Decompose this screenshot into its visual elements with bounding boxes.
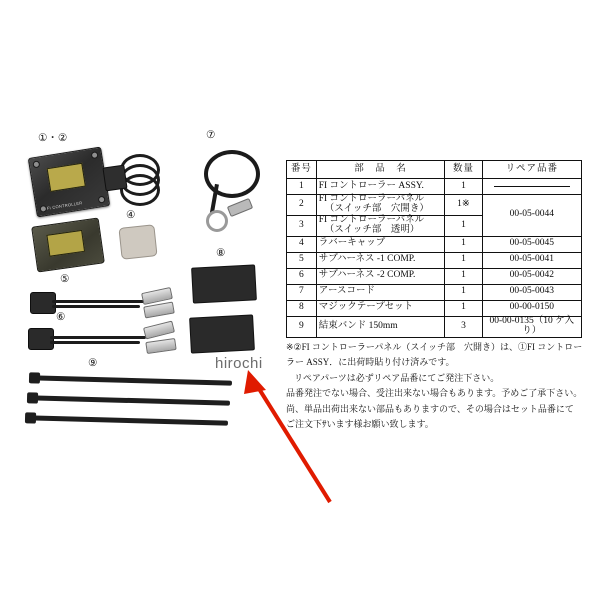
callout-4: ④ xyxy=(126,209,136,221)
cell-name-line2: （スイッチ部 透明） xyxy=(324,224,420,235)
connector-plug xyxy=(102,165,127,192)
cell-qty: 1 xyxy=(445,300,482,316)
notes-block xyxy=(286,340,586,433)
screw-icon xyxy=(91,151,99,159)
cord-loop xyxy=(204,150,260,198)
callout-5: ⑤ xyxy=(60,273,70,285)
cell-no: 8 xyxy=(287,300,317,316)
callout-8: ⑧ xyxy=(216,247,226,259)
harness-connector xyxy=(30,292,56,314)
harness-connector xyxy=(28,328,54,350)
sub-harness-1 xyxy=(30,290,190,316)
cell-no: 7 xyxy=(287,284,317,300)
callout-6: ⑥ xyxy=(56,311,66,323)
cell-qty: 1 xyxy=(445,284,482,300)
earth-cord xyxy=(198,148,264,234)
cell-no: 5 xyxy=(287,252,317,268)
harness-wire xyxy=(50,336,146,339)
cell-qty: 1※ xyxy=(445,195,482,216)
cell-name: マジックテープセット xyxy=(316,300,445,316)
cell-no: 4 xyxy=(287,236,317,252)
cell-repair: 00-05-0043 xyxy=(482,284,581,300)
rubber-cap xyxy=(118,224,157,260)
cable-tie-head xyxy=(25,412,36,423)
harness-wire xyxy=(52,300,144,303)
col-header-no: 番号 xyxy=(287,161,317,179)
velcro-pad xyxy=(189,314,255,353)
cord-ferrule xyxy=(227,198,253,217)
cell-qty: 1 xyxy=(445,236,482,252)
harness-wire xyxy=(52,305,140,308)
table-row xyxy=(287,284,582,300)
cell-name: サブハーネス -2 COMP. xyxy=(316,268,445,284)
cell-repair: 00-00-0150 xyxy=(482,300,581,316)
cable-tie-head xyxy=(29,372,40,383)
note-line: ※②FI コントローラーパネル（スイッチ部 穴開き）は、①FI コントロー xyxy=(286,342,583,352)
cell-no: 3 xyxy=(287,215,317,236)
cell-name-line1: FI コントローラーパネル xyxy=(318,214,425,225)
col-header-qty: 数量 xyxy=(445,161,482,179)
col-header-repair: リペア品番 xyxy=(482,161,581,179)
note-line: ラー ASSY．に出荷時貼り付け済みです。 xyxy=(286,357,455,368)
note-line: 品番発注でない場合、受注出来ない場合もあります。予めご了承下さい。 xyxy=(286,388,583,399)
cell-repair: 00-00-0135（10 ケ入り） xyxy=(482,316,581,337)
table-row xyxy=(287,195,582,216)
callout-9: ⑨ xyxy=(88,357,98,369)
cell-repair: 00-05-0042 xyxy=(482,268,581,284)
table-row xyxy=(287,268,582,284)
cell-name xyxy=(316,195,445,216)
note-line: 尚、単品出荷出来ない部品もありますので、その場合はセット品番にて xyxy=(286,403,574,414)
harness-terminal xyxy=(143,321,175,340)
screw-icon xyxy=(32,160,40,168)
cell-repair: 00-05-0044 xyxy=(482,195,581,237)
cable-tie xyxy=(28,415,228,425)
cell-no: 2 xyxy=(287,195,317,216)
col-header-name: 部 品 名 xyxy=(316,161,445,179)
callout-7: ⑦ xyxy=(206,129,216,141)
note-line: ご注文下ｻいます様お願い致します。 xyxy=(286,419,434,430)
cell-name-line2: （スイッチ部 穴開き） xyxy=(324,203,429,214)
fi-controller-assy xyxy=(28,147,110,218)
sub-harness-2 xyxy=(28,326,188,352)
cable-tie xyxy=(30,395,230,405)
controller-panel-clear xyxy=(31,217,105,272)
cell-name-line1: FI コントローラーパネル xyxy=(318,194,425,204)
cell-qty: 3 xyxy=(445,316,482,337)
controller-brand-label: FI CONTROLLER xyxy=(46,200,83,211)
cell-name: ラバーキャップ xyxy=(316,236,445,252)
cell-no: 9 xyxy=(287,316,317,337)
cell-qty: 1 xyxy=(445,252,482,268)
table-row xyxy=(287,252,582,268)
parts-table xyxy=(286,160,582,338)
table-row xyxy=(287,316,582,337)
controller-harness-loops xyxy=(104,150,170,210)
cell-name: 結束バンド 150mm xyxy=(316,316,445,337)
cell-repair: 00-05-0045 xyxy=(482,236,581,252)
cell-qty: 1 xyxy=(445,268,482,284)
cell-qty: 1 xyxy=(445,179,482,195)
table-header-row xyxy=(287,161,582,179)
watermark: hirochi xyxy=(215,355,263,372)
cell-qty: 1 xyxy=(445,215,482,236)
cell-no: 1 xyxy=(287,179,317,195)
controller-panel-window xyxy=(47,163,86,192)
cell-name: アースコード xyxy=(316,284,445,300)
cell-repair-none xyxy=(482,179,581,195)
table-row xyxy=(287,179,582,195)
table-row xyxy=(287,236,582,252)
parts-table-container xyxy=(286,160,582,338)
panel-window xyxy=(46,230,85,257)
cell-repair: 00-05-0041 xyxy=(482,252,581,268)
harness-wire xyxy=(50,341,140,344)
cell-name xyxy=(316,215,445,236)
cable-tie xyxy=(32,375,232,385)
ring-terminal xyxy=(206,210,228,232)
callout-1-2: ①・② xyxy=(38,132,68,144)
velcro-pad xyxy=(191,264,257,303)
cable-tie-head xyxy=(27,392,38,403)
cell-name: FI コントローラー ASSY. xyxy=(316,179,445,195)
note-line: リペアパーツは必ずリペア品番にてご発注下さい。 xyxy=(294,372,500,383)
table-row xyxy=(287,300,582,316)
harness-terminal xyxy=(145,338,176,354)
cell-no: 6 xyxy=(287,268,317,284)
cell-name: サブハーネス -1 COMP. xyxy=(316,252,445,268)
